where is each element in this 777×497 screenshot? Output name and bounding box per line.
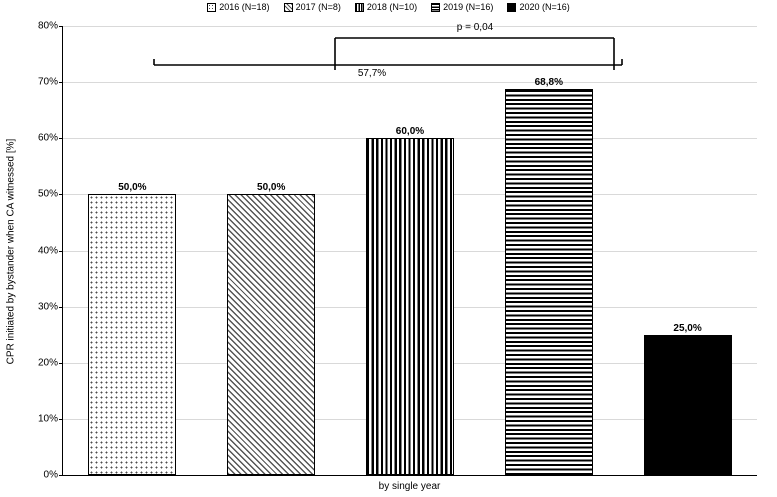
bar-2019[interactable] [505, 76, 593, 475]
legend-item-2018 [355, 2, 417, 12]
legend-label: 2018 (N=10) [366, 2, 418, 12]
y-axis-title [4, 26, 18, 476]
y-tick-mark [59, 475, 63, 476]
bar-value-label: 60,0% [395, 126, 425, 138]
annotation-p-value: p = 0,04 [456, 22, 494, 33]
y-tick-label: 50% [37, 188, 58, 200]
y-tick-label: 10% [37, 413, 58, 425]
bar-2017[interactable] [227, 182, 315, 475]
legend-label: 2019 (N=16) [443, 2, 494, 12]
bar-value-label: 25,0% [673, 322, 702, 334]
bar-2016[interactable] [88, 182, 176, 475]
plot-area [37, 20, 757, 481]
bar-slot-2018 [341, 26, 480, 475]
y-tick-label: 60% [37, 132, 58, 144]
bar-slot-2016 [63, 26, 202, 475]
legend-label: 2016 (N=18) [219, 2, 270, 12]
legend-label: 2020 (N=16) [519, 2, 570, 12]
legend-swatch-icon [284, 3, 293, 12]
legend-item-2016 [207, 2, 269, 12]
legend-swatch-icon [207, 3, 216, 12]
y-tick-label: 30% [37, 301, 58, 313]
legend-label: 2017 (N=8) [295, 2, 341, 12]
y-tick-label: 20% [37, 357, 58, 369]
y-tick-label: 40% [37, 245, 58, 256]
bar-value-label: 50,0% [257, 182, 286, 194]
legend-item-2019 [431, 2, 493, 12]
bar-slot-2019 [479, 26, 618, 475]
y-tick-label: 80% [37, 20, 58, 32]
bar-value-label: 68,8% [534, 76, 563, 88]
bar-value-label: 50,0% [118, 182, 147, 194]
y-tick-label: 0% [43, 469, 58, 481]
y-axis-title-text: CPR initiated by bystander when CA witnessed [%] [5, 138, 17, 364]
bar-2018[interactable] [366, 126, 454, 475]
bar-slot-2017 [202, 26, 341, 475]
bar-2020[interactable] [644, 322, 732, 475]
legend-item-2020 [507, 2, 569, 12]
x-axis-title: by single year [378, 481, 441, 492]
chart-legend [0, 2, 777, 12]
legend-item-2017 [284, 2, 341, 12]
bar-slot-2020 [618, 26, 757, 475]
legend-swatch-icon [507, 3, 516, 12]
annotation-group-mean: 57,7% [357, 68, 387, 79]
legend-swatch-icon [431, 3, 440, 12]
y-tick-label: 70% [37, 76, 58, 88]
legend-swatch-icon [355, 3, 364, 12]
bar-series [63, 26, 757, 475]
